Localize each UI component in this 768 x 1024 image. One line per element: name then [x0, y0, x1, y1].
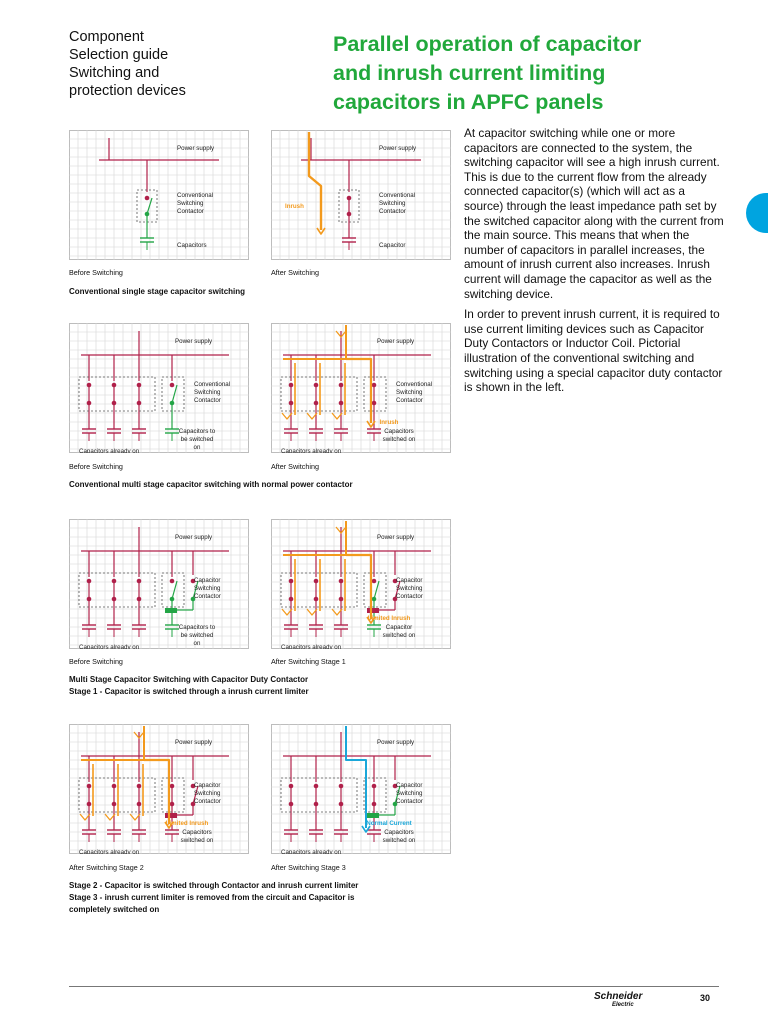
diagram-multi-stage-before: [69, 323, 249, 453]
page-title: [333, 30, 733, 117]
current-label: Limited Inrush: [367, 615, 411, 622]
power-supply-label: Power supply: [175, 739, 213, 746]
figure-caption-line: Conventional single stage capacitor switching: [69, 287, 246, 296]
power-supply-label: Power supply: [377, 739, 415, 746]
contactor-label: Conventional Switching Contactor: [194, 381, 231, 405]
figure-caption-line: completely switched on: [69, 905, 160, 914]
figure-caption-line: Multi Stage Capacitor Switching with Capacitor Duty Contactor: [69, 675, 309, 684]
figure-caption-line: Stage 1 - Capacitor is switched through a inrush current limiter: [69, 687, 309, 696]
to-switch-label: Capacitor switched on: [382, 624, 416, 640]
contact-dot: [170, 579, 175, 584]
to-switch-label: Capacitors switched on: [382, 428, 416, 444]
contact-dot: [170, 383, 175, 388]
power-supply-label: Power supply: [175, 338, 213, 345]
to-switch-label: Capacitors to be switched on: [178, 624, 216, 648]
body-text: [464, 126, 724, 401]
diagram-single-stage-after: [271, 130, 451, 260]
circuit-diagram: [69, 724, 249, 854]
page-title-line: and inrush current limiting: [333, 61, 606, 85]
brand-logo: [594, 992, 642, 1010]
page-title-line: capacitors in APFC panels: [333, 90, 604, 114]
already-on-label: Capacitors already on: [79, 644, 140, 649]
figure-caption-line: Conventional multi stage capacitor switching with normal power contactor: [69, 480, 353, 489]
diagram-caption: Before Switching: [69, 268, 123, 277]
section-title-line: Selection guide: [69, 47, 169, 63]
to-switch-label: Capacitors switched on: [180, 829, 214, 845]
circuit-diagram: [69, 323, 249, 453]
section-title-line: Component: [69, 29, 144, 45]
already-on-label: Capacitors already on: [79, 448, 140, 453]
power-supply-label: Power supply: [377, 338, 415, 345]
power-supply-label: Power supply: [379, 145, 417, 152]
circuit-diagram: [271, 519, 451, 649]
body-paragraph: In order to prevent inrush current, it is required to use current limiting devices such as Capacitor Duty Contactors or Inductor Coil. Pictorial illustration of the conventional switching and switching using a special capacitor duty contactor is shown in the left.: [464, 307, 723, 395]
diagram-duty-contactor-stage1: [271, 519, 451, 649]
circuit-diagram: [271, 130, 451, 260]
contactor-label: Capacitor Switching Contactor: [396, 577, 423, 601]
diagram-duty-contactor-before: [69, 519, 249, 649]
diagram-duty-contactor-stage2: [69, 724, 249, 854]
diagram-grid: [271, 130, 451, 260]
contactor-label: Capacitor Switching Contactor: [194, 577, 221, 601]
to-switch-label: Capacitors to be switched on: [178, 428, 216, 452]
capacitors-label: Capacitors: [177, 242, 207, 249]
contactor-label: Capacitor Switching Contactor: [396, 782, 423, 806]
capacitors-label: Capacitor: [379, 242, 406, 249]
contactor-label: Conventional Switching Contactor: [379, 192, 416, 216]
current-limiter-resistor: [367, 813, 379, 818]
current-limiter-resistor: [165, 608, 177, 613]
diagram-caption: Before Switching: [69, 462, 123, 471]
already-on-label: Capacitors already on: [281, 644, 342, 649]
diagram-grid: [69, 130, 249, 260]
current-limiter-resistor: [165, 813, 177, 818]
circuit-diagram: [271, 323, 451, 453]
body-paragraph: At capacitor switching while one or more capacitors are connected to the system, the switching capacitor will see a high inrush current. This is due to the current flow from the already connected capacitor(s) (which will act as a source) through the least impedance path set by the switched capacitor along with the current from the main source. This means that when the number of capacitors in parallel increases, the amount of inrush current also increases. Inrush current will damage the capacitor as well as the switching device.: [464, 126, 724, 301]
diagram-multi-stage-after: [271, 323, 451, 453]
diagram-caption: After Switching Stage 3: [271, 863, 346, 872]
section-title-line: Switching and: [69, 65, 160, 81]
circuit-diagram: [69, 130, 249, 260]
brand-name: Schneider: [594, 991, 643, 1002]
current-label: Inrush: [285, 203, 304, 210]
page-number: 30: [700, 993, 711, 1003]
already-on-label: Capacitors already on: [281, 448, 342, 453]
section-title-line: protection devices: [69, 83, 186, 99]
current-label: Inrush: [379, 419, 399, 426]
figure-caption-line: Stage 2 - Capacitor is switched through Contactor and inrush current limiter: [69, 881, 359, 890]
diagram-duty-contactor-stage3: [271, 724, 451, 854]
diagram-caption: After Switching Stage 1: [271, 657, 346, 666]
figure-caption: [69, 880, 358, 916]
already-on-label: Capacitors already on: [79, 849, 140, 854]
diagram-single-stage-before: [69, 130, 249, 260]
diagram-caption: Before Switching: [69, 657, 123, 666]
to-switch-label: Capacitors switched on: [382, 829, 416, 845]
circuit-diagram: [271, 724, 451, 854]
page-title-line: Parallel operation of capacitor: [333, 32, 642, 56]
power-supply-label: Power supply: [177, 145, 215, 152]
contactor-label: Capacitor Switching Contactor: [194, 782, 221, 806]
section-title: [69, 28, 186, 100]
power-supply-label: Power supply: [377, 534, 415, 541]
figure-caption: [69, 674, 309, 698]
current-limiter-resistor: [367, 608, 379, 613]
section-tab-marker: [746, 193, 768, 233]
figure-caption: [69, 286, 245, 298]
brand-sub: Electric: [612, 1002, 634, 1008]
contact-dot: [372, 579, 377, 584]
current-label: Limited Inrush: [165, 820, 209, 827]
diagram-caption: After Switching Stage 2: [69, 863, 144, 872]
contact-dot: [145, 196, 150, 201]
figure-caption: [69, 479, 353, 491]
diagram-caption: After Switching: [271, 268, 319, 277]
footer-rule: [69, 986, 719, 987]
diagram-caption: After Switching: [271, 462, 319, 471]
circuit-diagram: [69, 519, 249, 649]
figure-caption-line: Stage 3 - inrush current limiter is removed from the circuit and Capacitor is: [69, 893, 355, 902]
already-on-label: Capacitors already on: [281, 849, 342, 854]
current-label: Normal Current: [366, 820, 412, 827]
contactor-label: Conventional Switching Contactor: [177, 192, 214, 216]
power-supply-label: Power supply: [175, 534, 213, 541]
contactor-label: Conventional Switching Contactor: [396, 381, 433, 405]
